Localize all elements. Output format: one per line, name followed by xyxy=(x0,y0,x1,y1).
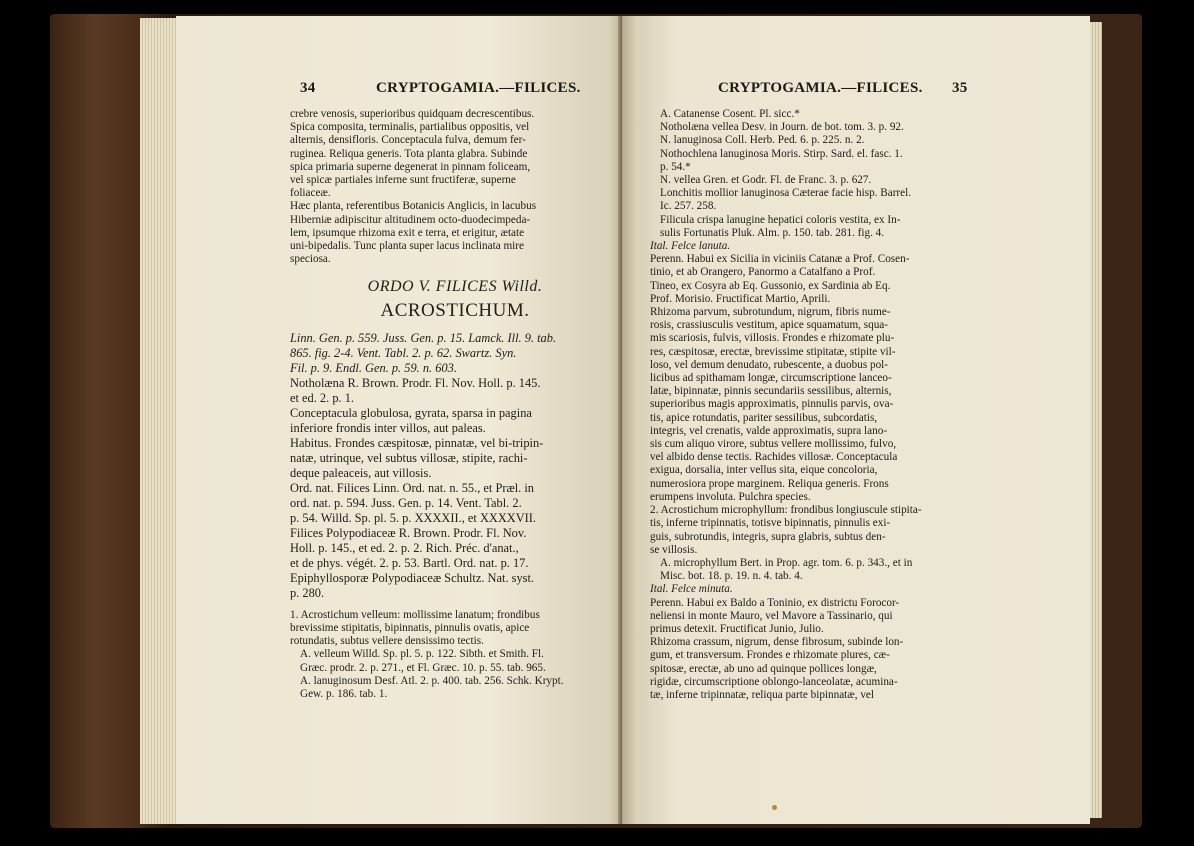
text-line: latæ, bipinnatæ, pinnis secundariis sessilibus, alternis, xyxy=(650,385,892,398)
text-line: tinio, et ab Orangero, Panormo a Catalfano a Prof. xyxy=(650,266,876,279)
text-line: A. velleum Willd. Sp. pl. 5. p. 122. Sibth. et Smith. Fl. xyxy=(300,648,544,661)
text-line: rigidæ, circumscriptione oblongo-lanceolatæ, acumina- xyxy=(650,675,898,688)
text-line: tis, apice rotundatis, pariter sessilibus, subcordatis, xyxy=(650,411,878,424)
species-1-synonyms xyxy=(290,648,620,701)
text-line: foliaceæ. xyxy=(290,187,331,200)
text-line: p. 280. xyxy=(290,585,325,600)
text-line: et ed. 2. p. 1. xyxy=(290,390,355,405)
text-line: Habitus. Frondes cæspitosæ, pinnatæ, vel bi-tripin- xyxy=(290,435,544,450)
text-line: vel spicæ partiales inferne sunt fructiferæ, superne xyxy=(290,174,516,187)
text-line: tis, inferne tripinnatis, totisve bipinnatis, pinnulis exi- xyxy=(650,517,891,530)
genus-heading: ACROSTICHUM. xyxy=(380,299,530,321)
right-page xyxy=(622,16,1090,824)
text-line: Perenn. Habui ex Sicilia in viciniis Catanæ a Prof. Cosen- xyxy=(650,253,910,266)
species-1-description xyxy=(290,609,620,649)
text-line: numerosiora prope marginem. Reliqua generis. Frons xyxy=(650,477,889,490)
text-line: ruginea. Reliqua generis. Tota planta glabra. Subinde xyxy=(290,147,528,160)
text-line: mis scariosis, fulvis, villosis. Frondes e rhizomate plu- xyxy=(650,332,895,345)
right-page-number: 35 xyxy=(952,80,968,96)
text-line: p. 54. Willd. Sp. pl. 5. p. XXXXII., et XXXXVII. xyxy=(290,510,537,525)
right-header-title: CRYPTOGAMIA.—FILICES. xyxy=(718,80,923,96)
species-2-synonyms xyxy=(650,557,1008,583)
italian-name-1: Ital. Felce lanuta. xyxy=(650,240,731,253)
left-page xyxy=(176,16,623,824)
paper-spot xyxy=(772,805,777,810)
page-edges-right xyxy=(1090,22,1102,818)
text-line: rosis, crassiusculis vestitum, apice squamatum, squa- xyxy=(650,319,889,332)
text-line: Rhizoma crassum, nigrum, dense fibrosum, subinde lon- xyxy=(650,636,904,649)
text-line: brevissime stipitatis, bipinnatis, pinnulis ovatis, apice xyxy=(290,622,530,635)
text-line: Ic. 257. 258. xyxy=(660,200,717,213)
text-line: ord. nat. p. 594. Juss. Gen. p. 14. Vent. Tabl. 2. xyxy=(290,495,522,510)
text-line: A. microphyllum Bert. in Prop. agr. tom. 6. p. 343., et in xyxy=(660,556,913,569)
left-header-title: CRYPTOGAMIA.—FILICES. xyxy=(376,80,581,96)
text-line: loso, vel demum denudato, rubescente, a duobus pol- xyxy=(650,358,888,371)
text-line: Nothochlena lanuginosa Moris. Stirp. Sard. el. fasc. 1. xyxy=(660,147,903,160)
text-line: 2. Acrostichum microphyllum: frondibus longiuscule stipita- xyxy=(650,504,922,517)
text-line: N. vellea Gren. et Godr. Fl. de Franc. 3. p. 627. xyxy=(660,174,872,187)
text-line: 1. Acrostichum velleum: mollissime lanatum; frondibus xyxy=(290,608,540,621)
text-line: tæ, inferne tripinnatæ, reliqua parte bipinnatæ, vel xyxy=(650,688,875,701)
text-line: Tineo, ex Cosyra ab Eq. Gussonio, ex Sardinia ab Eq. xyxy=(650,279,891,292)
text-line: Conceptacula globulosa, gyrata, sparsa in pagina xyxy=(290,405,532,420)
perennial-note-2 xyxy=(650,597,1008,637)
text-line: vel albido dense tectis. Rachides villosæ. Conceptacula xyxy=(650,451,898,464)
text-line: Filices Polypodiaceæ R. Brown. Prodr. Fl. Nov. xyxy=(290,525,527,540)
text-line: crebre venosis, superioribus quidquam decrescentibus. xyxy=(290,108,535,120)
text-line: se villosis. xyxy=(650,543,698,556)
species-2-description xyxy=(650,504,1008,557)
text-line: inferiore frondis inter villos, aut paleas. xyxy=(290,420,486,435)
text-line: sulis Fortunatis Pluk. Alm. p. 150. tab. 281. fig. 4. xyxy=(660,226,885,239)
text-line: gum, et transversum. Frondes e rhizomate plures, cæ- xyxy=(650,649,890,662)
text-line: Notholæna vellea Desv. in Journ. de bot. tom. 3. p. 92. xyxy=(660,121,904,134)
text-line: Perenn. Habui ex Baldo a Toninio, ex districtu Forocor- xyxy=(650,596,900,609)
text-line: Linn. Gen. p. 559. Juss. Gen. p. 15. Lamck. Ill. 9. tab. xyxy=(290,330,557,345)
text-line: A. lanuginosum Desf. Atl. 2. p. 400. tab. 256. Schk. Krypt. xyxy=(300,674,564,687)
text-line: Rhizoma parvum, subrotundum, nigrum, fibris nume- xyxy=(650,306,891,319)
text-line: Spica composita, terminalis, partialibus oppositis, vel xyxy=(290,121,530,134)
notholaena-reference xyxy=(290,376,620,406)
text-line: neliensi in monte Mauro, vel Mavore a Tassinario, qui xyxy=(650,609,893,622)
text-line: uni-bipedalis. Tunc planta super lacus inclinata mire xyxy=(290,240,524,253)
text-line: Lonchitis mollior lanuginosa Cæterae facie hisp. Barrel. xyxy=(660,187,912,200)
italian-name-2: Ital. Felce minuta. xyxy=(650,583,733,596)
genus-references xyxy=(290,331,620,376)
text-line: res, cæspitosæ, erectæ, brevissime stipitatæ, stipite vil- xyxy=(650,345,896,358)
text-line: spica primaria superne degenerat in pinnam foliceam, xyxy=(290,160,531,173)
right-body xyxy=(650,108,1008,702)
conceptacula-description xyxy=(290,406,620,436)
text-line: Holl. p. 145., et ed. 2. p. 2. Rich. Préc. d'anat., xyxy=(290,540,519,555)
text-line: erumpens involuta. Pulchra species. xyxy=(650,490,811,503)
text-line: rotundatis, subtus vellere densissimo tectis. xyxy=(290,635,484,648)
text-line: Ord. nat. Filices Linn. Ord. nat. n. 55., et Præl. in xyxy=(290,480,535,495)
text-line: Notholæna R. Brown. Prodr. Fl. Nov. Holl. p. 145. xyxy=(290,375,541,390)
ordo-naturalis-references xyxy=(290,481,620,601)
text-line: primus detexit. Fructificat Junio, Julio. xyxy=(650,622,824,635)
text-line: Hiberniæ adipiscitur altitudinem octo-duodecimpeda- xyxy=(290,213,531,226)
text-line: N. lanuginosa Coll. Herb. Ped. 6. p. 225. n. 2. xyxy=(660,134,865,147)
text-line: superioribus magis approximatis, pinnulis parvis, ova- xyxy=(650,398,894,411)
text-line: natæ, utrinque, vel subtus villosæ, stipite, rachi- xyxy=(290,450,528,465)
left-page-number: 34 xyxy=(300,80,316,96)
habitus-description xyxy=(290,436,620,481)
text-line: alternis, densifloris. Conceptacula fulva, demum fer- xyxy=(290,134,526,147)
ordo-heading: ORDO V. FILICES Willd. xyxy=(367,278,543,296)
rhizoma-description-1 xyxy=(650,306,1008,504)
left-body xyxy=(290,108,620,701)
text-line: Filicula crispa lanugine hepatici coloris vestita, ex In- xyxy=(660,213,901,226)
text-line: lem, ipsumque rhizoma exit e terra, et erigitur, ætate xyxy=(290,226,525,239)
page-edges-left xyxy=(140,18,180,824)
text-line: Gew. p. 186. tab. 1. xyxy=(300,688,388,701)
text-line: Græc. prodr. 2. p. 271., et Fl. Græc. 10. p. 55. tab. 965. xyxy=(300,661,546,674)
rhizoma-description-2 xyxy=(650,636,1008,702)
text-line: et de phys. végét. 2. p. 53. Bartl. Ord. nat. p. 17. xyxy=(290,555,529,570)
text-line: speciosa. xyxy=(290,253,331,266)
text-line: sis cum aliquo virore, subtus vellere mollissimo, fulvo, xyxy=(650,438,897,451)
perennial-note-1 xyxy=(650,253,1008,306)
text-line: licibus ad spithamam longæ, circumscriptione lanceo- xyxy=(650,372,892,385)
intro-paragraph xyxy=(290,108,620,200)
text-line: Epiphyllosporæ Polypodiaceæ Schultz. Nat. syst. xyxy=(290,570,535,585)
text-line: Hæc planta, referentibus Botanicis Anglicis, in lacubus xyxy=(290,200,537,213)
text-line: integris, vel crenatis, valde approximatis, supra lano- xyxy=(650,424,888,437)
species-1-synonyms-continued xyxy=(650,108,1008,240)
text-line: p. 54.* xyxy=(660,160,691,173)
text-line: spitosæ, erectæ, ab uno ad quinque pollices longæ, xyxy=(650,662,877,675)
text-line: deque paleaceis, aut villosis. xyxy=(290,465,432,480)
text-line: Prof. Morisio. Fructificat Martio, Aprili. xyxy=(650,292,831,305)
text-line: A. Catanense Cosent. Pl. sicc.* xyxy=(660,108,800,120)
text-line: Misc. bot. 18. p. 19. n. 4. tab. 4. xyxy=(660,570,803,583)
text-line: 865. fig. 2-4. Vent. Tabl. 2. p. 62. Swartz. Syn. xyxy=(290,345,517,360)
text-line: Fil. p. 9. Endl. Gen. p. 59. n. 603. xyxy=(290,360,457,375)
left-running-head xyxy=(300,80,316,97)
text-line: exigua, dorsalia, inter vellus sita, eique concoloria, xyxy=(650,464,878,477)
text-line: guis, subrotundis, integris, supra glabris, subtus den- xyxy=(650,530,886,543)
haec-paragraph xyxy=(290,200,620,266)
